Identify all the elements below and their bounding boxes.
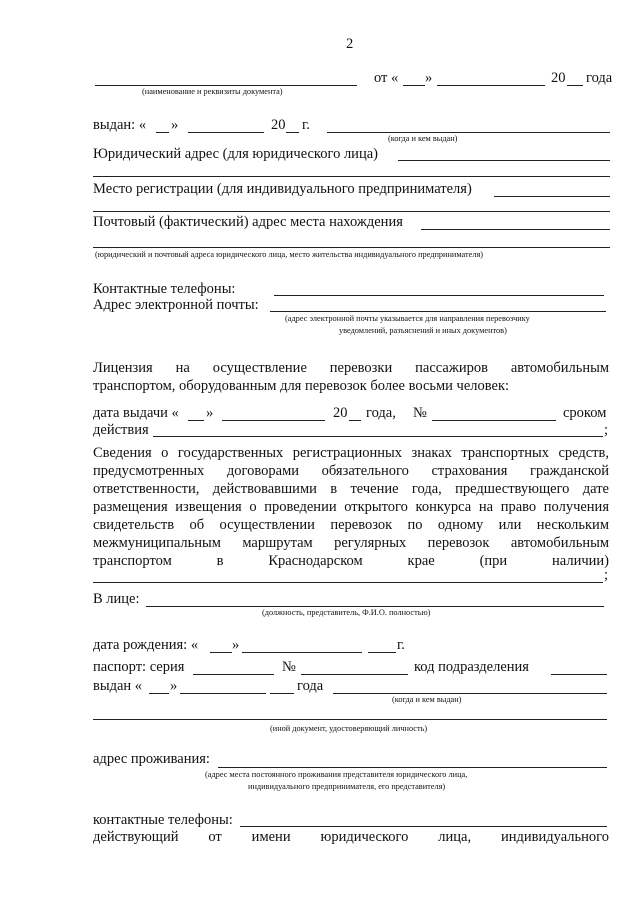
registration-field[interactable] bbox=[494, 196, 610, 197]
plates-line-7: транспортом в Краснодарском крае (при наличии) bbox=[93, 553, 609, 569]
license-month-field[interactable] bbox=[222, 420, 325, 421]
license-number-field[interactable] bbox=[432, 420, 556, 421]
license-date-mid: » bbox=[206, 405, 214, 421]
issued-year-field[interactable] bbox=[286, 132, 299, 133]
document-name-caption: (наименование и реквизиты документа) bbox=[142, 87, 283, 96]
passport-division-label: код подразделения bbox=[414, 659, 529, 675]
postal-address-field[interactable] bbox=[421, 229, 610, 230]
email-caption-1: (адрес электронной почты указывается для направления перевозчику bbox=[285, 314, 530, 323]
plates-line-6: межмуниципальным маршрутам регулярных перевозок автомобильным bbox=[93, 535, 609, 551]
plates-line-5: свидетельств об осуществлении перевозок по одному или нескольким bbox=[93, 517, 609, 533]
passport-issued-mid: » bbox=[170, 678, 178, 694]
issued-year-suffix: г. bbox=[302, 117, 310, 133]
residence-caption-1: (адрес места постоянного проживания представителя юридического лица, bbox=[205, 770, 468, 779]
email-label: Адрес электронной почты: bbox=[93, 297, 259, 313]
passport-number-field[interactable] bbox=[301, 674, 408, 675]
license-year-suffix: года, bbox=[366, 405, 396, 421]
license-term-word: сроком bbox=[563, 405, 607, 421]
license-year-field[interactable] bbox=[349, 420, 361, 421]
plates-semicolon: ; bbox=[604, 567, 609, 583]
plates-line-1: Сведения о государственных регистрационных знаках транспортных средств, bbox=[93, 445, 609, 461]
residence-label: адрес проживания: bbox=[93, 751, 210, 767]
address-caption: (юридический и почтовый адреса юридического лица, место жительства индивидуального предпринимателя) bbox=[95, 250, 484, 259]
passport-issued-caption: (когда и кем выдан) bbox=[392, 695, 462, 704]
rep-phones-label: контактные телефоны: bbox=[93, 812, 233, 828]
license-line-1: Лицензия на осуществление перевозки пассажиров автомобильным bbox=[93, 360, 609, 376]
plates-line-2: предусмотренных договорами обязательного страхования гражданской bbox=[93, 463, 609, 479]
passport-series-label: паспорт: серия bbox=[93, 659, 185, 675]
birth-date-mid: » bbox=[232, 637, 240, 653]
issued-year-prefix: 20 bbox=[271, 117, 286, 133]
passport-issued-month-field[interactable] bbox=[180, 693, 266, 694]
email-caption-2: уведомлений, разъяснений и иных документов) bbox=[339, 326, 507, 335]
passport-division-field[interactable] bbox=[551, 674, 607, 675]
representative-label: В лице: bbox=[93, 591, 140, 607]
plates-field[interactable] bbox=[93, 582, 603, 583]
from-year-field[interactable] bbox=[567, 85, 583, 86]
passport-number-sign: № bbox=[282, 659, 296, 675]
issued-month-field[interactable] bbox=[188, 132, 264, 133]
passport-issued-day-field[interactable] bbox=[149, 693, 169, 694]
license-year-prefix: 20 bbox=[333, 405, 348, 421]
plates-line-4: размещения извещения о проведении открытого конкурса на право получения bbox=[93, 499, 609, 515]
representative-field[interactable] bbox=[146, 606, 604, 607]
issued-label: выдан: « bbox=[93, 117, 147, 133]
residence-field[interactable] bbox=[218, 767, 607, 768]
document-name-field[interactable] bbox=[95, 85, 357, 86]
passport-series-field[interactable] bbox=[193, 674, 274, 675]
license-date-label: дата выдачи « bbox=[93, 405, 179, 421]
legal-address-field-2[interactable] bbox=[93, 176, 610, 177]
plates-line-3: ответственности, действовавшими в течение года, предшествующего дате bbox=[93, 481, 609, 497]
page-number: 2 bbox=[346, 36, 354, 52]
license-validity-word: действия bbox=[93, 422, 149, 438]
rep-phones-field[interactable] bbox=[240, 826, 607, 827]
registration-label: Место регистрации (для индивидуального предпринимателя) bbox=[93, 181, 472, 197]
passport-issued-year-field[interactable] bbox=[270, 693, 294, 694]
contact-phones-field[interactable] bbox=[274, 295, 604, 296]
from-mid: » bbox=[425, 70, 433, 86]
birth-month-field[interactable] bbox=[242, 652, 362, 653]
passport-issued-by-field[interactable] bbox=[333, 693, 607, 694]
contact-phones-label: Контактные телефоны: bbox=[93, 281, 236, 297]
from-year-prefix: 20 bbox=[551, 70, 566, 86]
issued-mid: » bbox=[171, 117, 179, 133]
other-document-caption: (иной документ, удостоверяющий личность) bbox=[270, 724, 428, 733]
email-field[interactable] bbox=[270, 311, 606, 312]
legal-address-label: Юридический адрес (для юридического лица) bbox=[93, 146, 378, 162]
from-label: от « bbox=[374, 70, 399, 86]
issued-day-field[interactable] bbox=[156, 132, 169, 133]
representative-caption: (должность, представитель, Ф.И.О. полностью) bbox=[262, 608, 431, 617]
issued-by-field[interactable] bbox=[327, 132, 610, 133]
passport-year-word: года bbox=[297, 678, 324, 694]
residence-caption-2: индивидуального предпринимателя, его представителя) bbox=[248, 782, 446, 791]
license-validity-field[interactable] bbox=[153, 436, 603, 437]
acting-line: действующий от имени юридического лица, индивидуального bbox=[93, 829, 609, 845]
legal-address-field[interactable] bbox=[398, 160, 610, 161]
birth-year-suffix: г. bbox=[397, 637, 405, 653]
license-day-field[interactable] bbox=[188, 420, 204, 421]
other-document-field[interactable] bbox=[93, 719, 607, 720]
license-line-2: транспортом, оборудованным для перевозок более восьми человек: bbox=[93, 378, 510, 394]
license-number-sign: № bbox=[413, 405, 427, 421]
birth-year-field[interactable] bbox=[368, 652, 396, 653]
postal-address-field-2[interactable] bbox=[93, 247, 610, 248]
registration-field-2[interactable] bbox=[93, 211, 610, 212]
from-year-suffix: года bbox=[586, 70, 613, 86]
postal-address-label: Почтовый (фактический) адрес места нахождения bbox=[93, 214, 403, 230]
birth-day-field[interactable] bbox=[210, 652, 232, 653]
issued-caption: (когда и кем выдан) bbox=[388, 134, 458, 143]
from-day-field[interactable] bbox=[403, 85, 425, 86]
from-month-field[interactable] bbox=[437, 85, 545, 86]
passport-issued-label: выдан « bbox=[93, 678, 143, 694]
license-validity-semicolon: ; bbox=[604, 422, 609, 438]
birth-date-label: дата рождения: « bbox=[93, 637, 199, 653]
